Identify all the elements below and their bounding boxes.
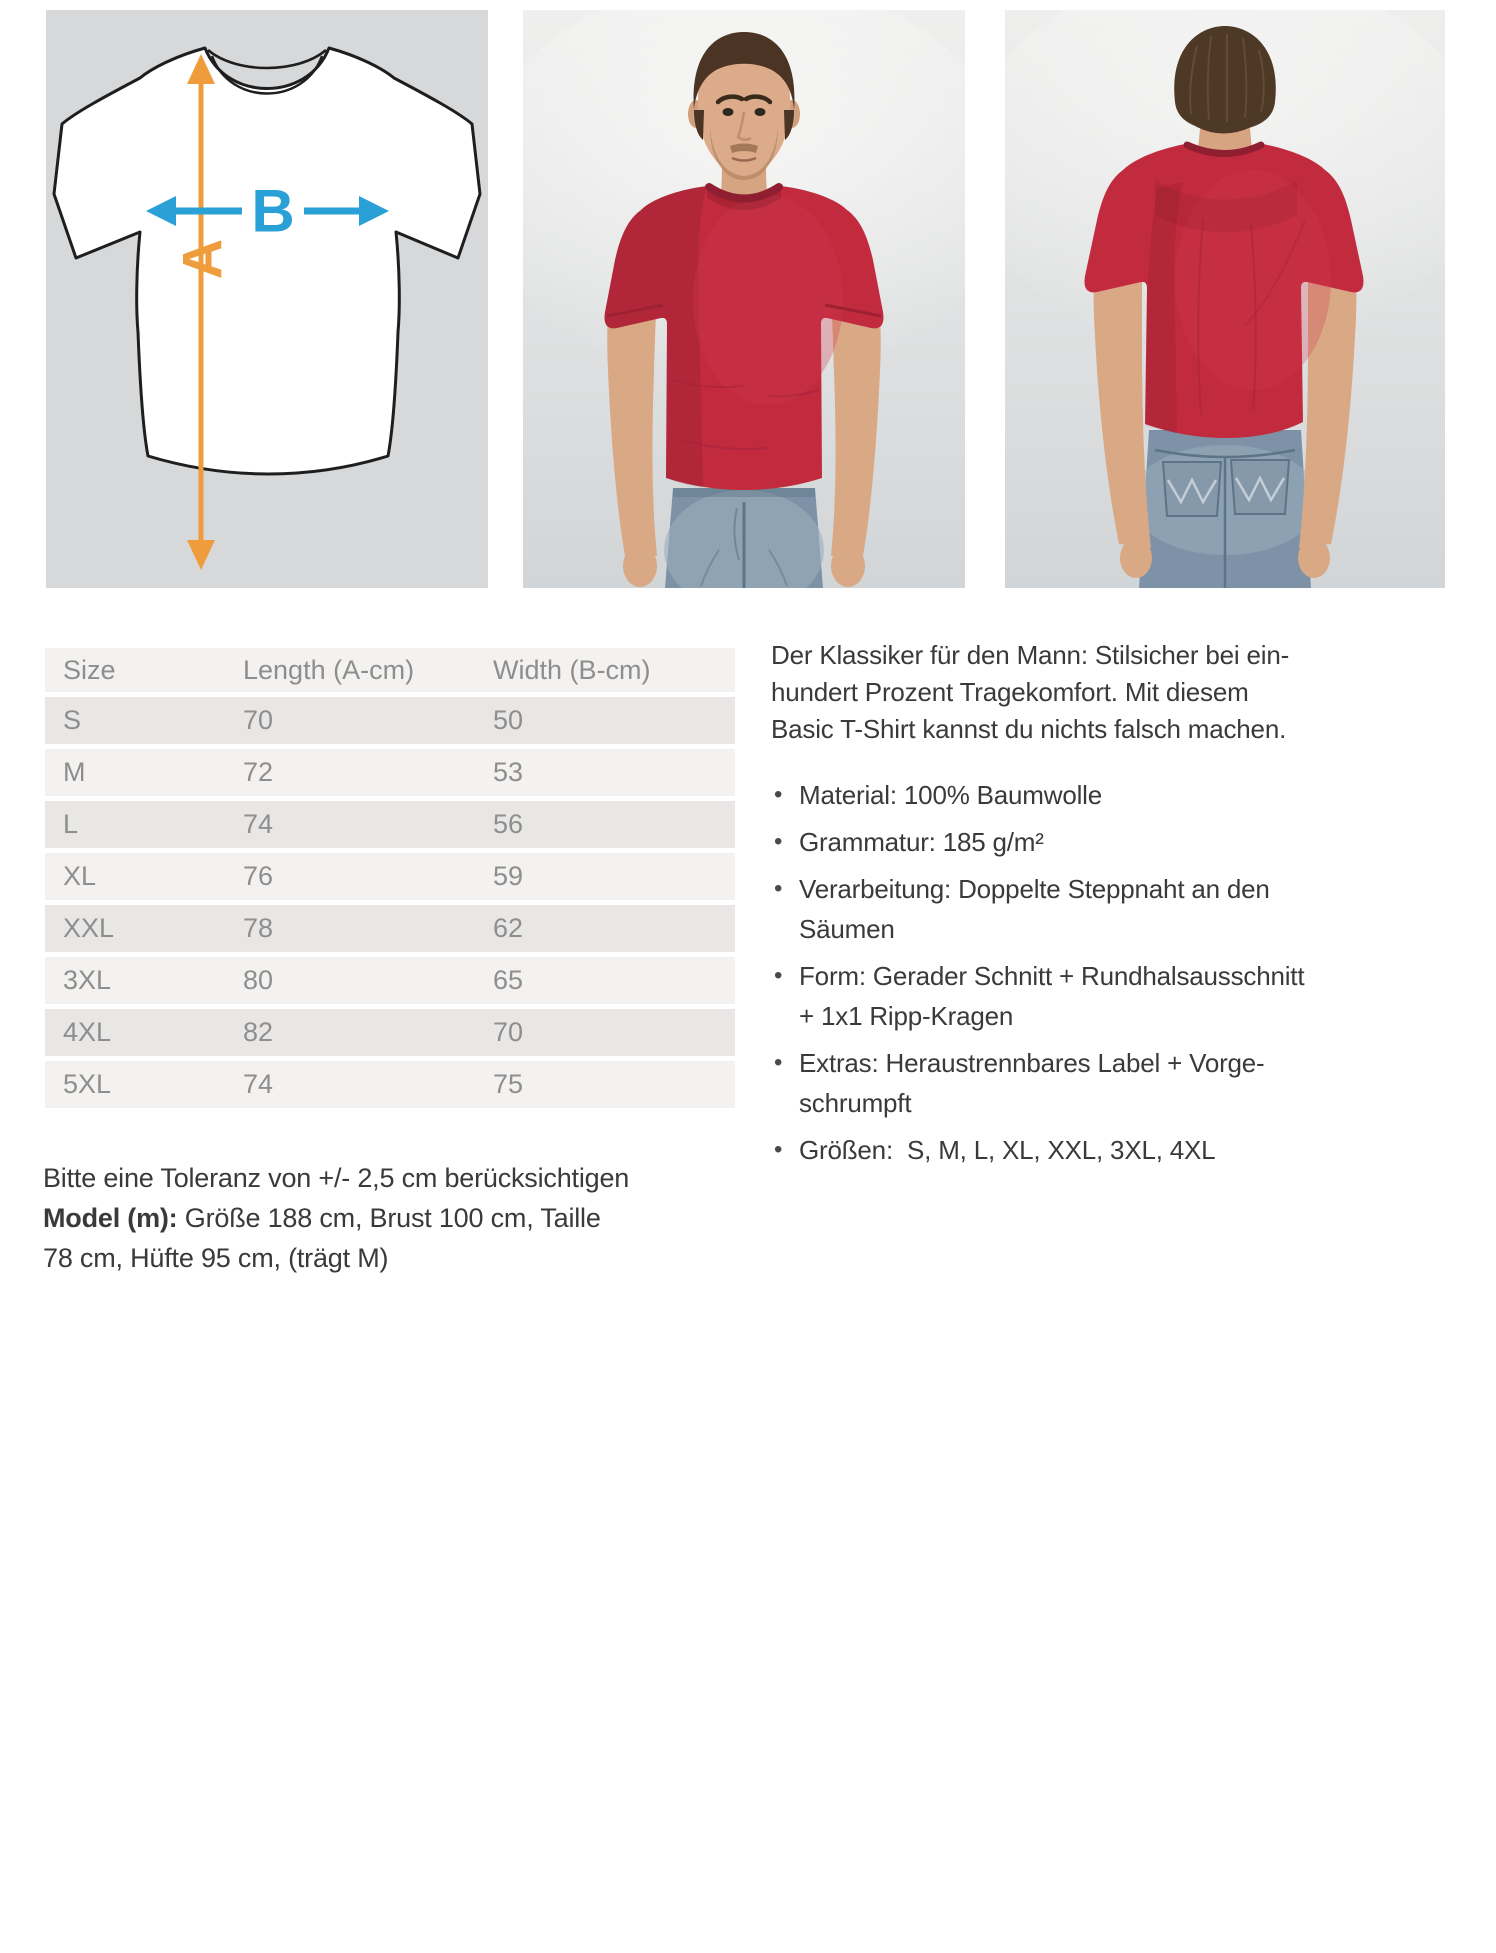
model-back-photo [1005,10,1445,588]
feature-item-verarbeitung: • Verarbeitung: Doppelte Steppnaht an den Säumen [771,869,1391,949]
feature-item-groessen: • Größen: S, M, L, XL, XXL, 3XL, 4XL [771,1130,1391,1170]
cell-length: 80 [243,965,274,995]
cell-width: 59 [493,861,524,891]
cell-width: 65 [493,965,524,995]
cell-width: 50 [493,705,524,735]
description-intro [771,637,1391,748]
intro-line: Der Klassiker für den Mann: Stilsicher bei ein- [771,640,1290,670]
table-row [45,801,735,848]
table-row [45,853,735,900]
back-pocket-right [1231,460,1289,514]
feature-item-material: • Material: 100% Baumwolle [771,775,1391,815]
cell-length: 74 [243,1069,274,1099]
bullet-icon: • [774,875,783,902]
cell-size: L [63,809,79,839]
cell-size: 3XL [63,965,112,995]
cell-size: M [63,757,86,787]
table-row [45,957,735,1004]
jeans-front [664,488,824,588]
table-row [45,1061,735,1108]
cell-size: 5XL [63,1069,112,1099]
table-row [45,749,735,796]
cell-width: 75 [493,1069,524,1099]
cell-length: 70 [243,705,274,735]
label-a: A [170,238,234,280]
feature-item-form: • Form: Gerader Schnitt + Rundhalsausschnitt + 1x1 Ripp-Kragen [771,956,1391,1036]
size-table [45,648,735,1108]
cell-length: 76 [243,861,274,891]
model-measurements: Größe 188 cm, Brust 100 cm, Taille [177,1203,601,1233]
cell-length: 82 [243,1017,274,1047]
cell-width: 53 [493,757,524,787]
cell-size: XL [63,861,97,891]
jeans-back [1130,430,1320,588]
model-front-photo [523,10,965,588]
bullet-icon: • [774,781,783,808]
bullet-icon: • [774,962,783,989]
feature-item-extras: • Extras: Heraustrennbares Label + Vorge- schrumpft [771,1043,1391,1123]
product-description [771,637,1391,1177]
size-diagram-image [46,10,488,588]
column-header-width: Width (B-cm) [493,655,651,685]
bullet-icon: • [774,828,783,855]
back-pocket-left [1163,462,1221,516]
cell-width: 62 [493,913,524,943]
feature-list [771,775,1391,1170]
column-header-length: Length (A-cm) [243,655,415,685]
table-row [45,905,735,952]
model-label: Model (m): [43,1203,178,1233]
cell-length: 72 [243,757,274,787]
cell-size: S [63,705,82,735]
model-front-illustration [523,10,965,588]
tolerance-line: Bitte eine Toleranz von +/- 2,5 cm berücksichtigen [43,1163,630,1193]
intro-line: Basic T-Shirt kannst du nichts falsch machen. [771,714,1287,744]
model-measurements-line2: 78 cm, Hüfte 95 cm, (trägt M) [43,1243,389,1273]
cell-size: XXL [63,913,115,943]
model-back-illustration [1005,10,1445,588]
tolerance-note [43,1158,683,1278]
model-measurements-line [43,1198,683,1238]
table-row [45,697,735,744]
cell-width: 56 [493,809,524,839]
size-table-header [45,648,735,692]
bullet-icon: • [774,1049,783,1076]
column-header-size: Size [63,655,116,685]
label-b: B [251,177,295,245]
feature-item-grammatur: • Grammatur: 185 g/m² [771,822,1391,862]
cell-length: 74 [243,809,274,839]
table-row [45,1009,735,1056]
tshirt-measure-diagram [46,10,488,588]
bullet-icon: • [774,1136,783,1163]
intro-line: hundert Prozent Tragekomfort. Mit diesem [771,677,1249,707]
cell-length: 78 [243,913,274,943]
cell-width: 70 [493,1017,524,1047]
cell-size: 4XL [63,1017,112,1047]
